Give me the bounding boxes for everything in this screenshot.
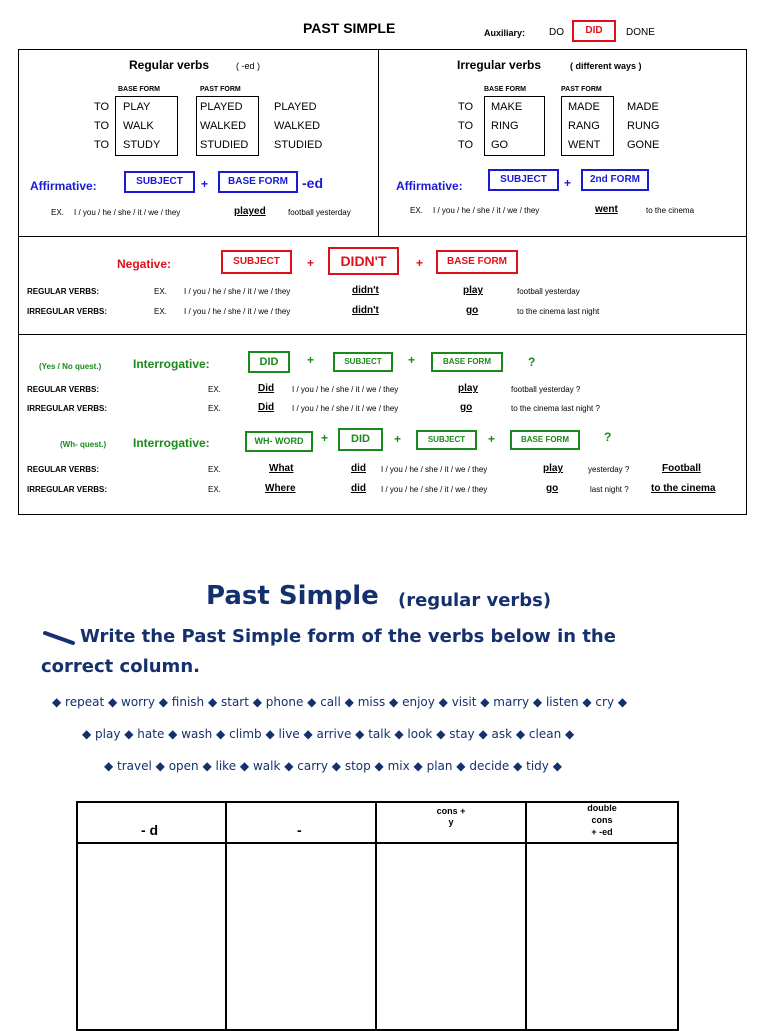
participle-verb: GONE — [627, 139, 660, 151]
example-verb: play — [543, 463, 564, 474]
regular-title: Regular verbs — [129, 58, 210, 72]
example-rest: football yesterday — [288, 208, 351, 217]
example-verb: play — [458, 383, 479, 394]
example-prefix: EX. — [154, 287, 167, 296]
base-verb: MAKE — [491, 101, 523, 113]
question-mark: ? — [528, 355, 536, 369]
to-label: TO — [458, 120, 474, 132]
past-verb: WALKED — [200, 120, 247, 132]
ed-suffix: -ed — [302, 175, 323, 191]
participle-verb: WALKED — [274, 120, 321, 132]
verbs-line-1: ◆ repeat ◆ worry ◆ finish ◆ start ◆ phone ◆ call ◆ miss ◆ enjoy ◆ visit ◆ marry ◆ listen ◆ cry ◆ — [52, 695, 628, 709]
example-prefix: EX. — [208, 385, 221, 394]
column-divider — [378, 49, 379, 236]
example-aux: did — [351, 483, 366, 494]
regular-note: ( -ed ) — [236, 61, 261, 71]
to-label: TO — [458, 139, 474, 151]
participle-verb: RUNG — [627, 120, 660, 132]
subject-box: SUBJECT — [488, 169, 559, 191]
example-pronouns: I / you / he / she / it / we / they — [292, 404, 399, 413]
base-form-box: BASE FORM — [218, 171, 298, 193]
base-verb: WALK — [123, 120, 154, 132]
second-form-box: 2nd FORM — [581, 169, 649, 191]
example-verb: played — [234, 206, 266, 217]
example-rest: to the cinema last night ? — [511, 404, 600, 413]
example-rest: last night ? — [590, 485, 629, 494]
participle-verb: STUDIED — [274, 139, 323, 151]
example-prefix: EX. — [154, 307, 167, 316]
past-verb: STUDIED — [200, 139, 249, 151]
plus-sign: + — [307, 256, 315, 270]
plus-sign: + — [321, 431, 329, 445]
past-verb: WENT — [568, 139, 601, 151]
worksheet-title-note: (regular verbs) — [398, 590, 552, 611]
example-rest: to the cinema last night — [517, 307, 600, 316]
to-label: TO — [94, 139, 110, 151]
example-aux: didn't — [352, 285, 379, 296]
example-prefix: EX. — [410, 206, 423, 215]
plus-sign: + — [416, 256, 424, 270]
base-form-box: BASE FORM — [510, 430, 580, 450]
column-header-double-cons: double cons + -ed — [587, 803, 617, 837]
base-form-header: BASE FORM — [484, 86, 526, 93]
subject-box: SUBJECT — [124, 171, 195, 193]
subject-box: SUBJECT — [333, 352, 393, 372]
affirmative-label: Affirmative: — [396, 179, 463, 193]
irregular-title: Irregular verbs — [457, 58, 542, 72]
question-mark: ? — [604, 430, 612, 444]
example-pronouns: I / you / he / she / it / we / they — [184, 307, 291, 316]
example-prefix: EX. — [208, 465, 221, 474]
example-pronouns: I / you / he / she / it / we / they — [381, 485, 488, 494]
example-rest: yesterday ? — [588, 465, 630, 474]
past-form-header: PAST FORM — [200, 86, 241, 93]
example-aux: didn't — [352, 305, 379, 316]
past-verb: MADE — [568, 101, 600, 113]
verb-type-label: REGULAR VERBS: — [27, 287, 100, 296]
example-pronouns: I / you / he / she / it / we / they — [433, 206, 540, 215]
row-divider — [18, 334, 747, 335]
example-answer: Football — [662, 463, 701, 474]
example-pronouns: I / you / he / she / it / we / they — [381, 465, 488, 474]
yes-no-note: (Yes / No quest.) — [39, 362, 102, 371]
didnt-box: DIDN'T — [328, 247, 399, 275]
example-aux: Did — [258, 383, 275, 394]
participle-verb: MADE — [627, 101, 659, 113]
base-form-box: BASE FORM — [436, 250, 518, 274]
to-label: TO — [458, 101, 474, 113]
verb-type-label: IRREGULAR VERBS: — [27, 404, 108, 413]
verb-type-label: IRREGULAR VERBS: — [27, 485, 108, 494]
example-verb: go — [466, 305, 479, 316]
verb-type-label: IRREGULAR VERBS: — [27, 307, 108, 316]
page-title: PAST SIMPLE — [303, 20, 396, 36]
example-wh-word: What — [269, 463, 294, 474]
plus-sign: + — [564, 176, 572, 190]
plus-sign: + — [307, 353, 315, 367]
affirmative-label: Affirmative: — [30, 179, 97, 193]
example-aux: did — [351, 463, 366, 474]
example-verb: go — [460, 402, 473, 413]
example-pronouns: I / you / he / she / it / we / they — [74, 208, 181, 217]
auxiliary-label: Auxiliary: — [484, 28, 526, 38]
instruction-line-2: correct column. — [41, 656, 200, 677]
base-verb: STUDY — [123, 139, 161, 151]
example-rest: football yesterday — [517, 287, 580, 296]
example-aux: Did — [258, 402, 275, 413]
example-rest: to the cinema — [646, 206, 695, 215]
example-prefix: EX. — [51, 208, 64, 217]
worksheet-title: Past Simple — [206, 581, 379, 611]
to-label: TO — [94, 120, 110, 132]
interrogative-label: Interrogative: — [133, 436, 210, 450]
example-verb: play — [463, 285, 484, 296]
plus-sign: + — [394, 432, 402, 446]
example-verb: went — [595, 204, 618, 215]
example-rest: football yesterday ? — [511, 385, 581, 394]
verb-type-label: REGULAR VERBS: — [27, 465, 100, 474]
example-pronouns: I / you / he / she / it / we / they — [292, 385, 399, 394]
aux-do: DO — [549, 27, 564, 38]
past-verb: PLAYED — [200, 101, 243, 113]
example-prefix: EX. — [208, 404, 221, 413]
did-box: DID — [338, 428, 383, 451]
example-wh-word: Where — [265, 483, 296, 494]
irregular-note: ( different ways ) — [570, 61, 642, 71]
column-line — [375, 801, 377, 1031]
wh-word-box: WH- WORD — [245, 431, 313, 452]
aux-did-box: DID — [572, 20, 616, 42]
column-header-d: - d — [141, 822, 159, 838]
column-line — [225, 801, 227, 1031]
subject-box: SUBJECT — [221, 250, 292, 274]
verb-type-label: REGULAR VERBS: — [27, 385, 100, 394]
base-form-box: BASE FORM — [431, 352, 503, 372]
did-box: DID — [248, 351, 290, 373]
column-header-dash: - — [297, 822, 302, 838]
participle-verb: PLAYED — [274, 101, 317, 113]
instruction-line-1: Write the Past Simple form of the verbs below in the — [80, 626, 616, 647]
plus-sign: + — [201, 177, 209, 191]
interrogative-label: Interrogative: — [133, 357, 210, 371]
past-form-header: PAST FORM — [561, 86, 602, 93]
wh-note: (Wh- quest.) — [60, 440, 107, 449]
to-label: TO — [94, 101, 110, 113]
base-form-header: BASE FORM — [118, 86, 160, 93]
plus-sign: + — [408, 353, 416, 367]
verbs-line-2: ◆ play ◆ hate ◆ wash ◆ climb ◆ live ◆ arrive ◆ talk ◆ look ◆ stay ◆ ask ◆ clean ◆ — [82, 727, 575, 741]
example-prefix: EX. — [208, 485, 221, 494]
column-header-cons-y: cons + y — [436, 806, 466, 827]
verbs-line-3: ◆ travel ◆ open ◆ like ◆ walk ◆ carry ◆ stop ◆ mix ◆ plan ◆ decide ◆ tidy ◆ — [104, 759, 562, 773]
base-verb: RING — [491, 120, 519, 132]
plus-sign: + — [488, 432, 496, 446]
aux-done: DONE — [626, 27, 655, 38]
base-verb: PLAY — [123, 101, 151, 113]
pencil-icon — [43, 630, 79, 646]
subject-box: SUBJECT — [416, 430, 477, 450]
negative-label: Negative: — [117, 257, 172, 271]
example-pronouns: I / you / he / she / it / we / they — [184, 287, 291, 296]
column-line — [525, 801, 527, 1031]
example-verb: go — [546, 483, 559, 494]
answer-table-header-line — [76, 842, 679, 844]
row-divider — [18, 236, 747, 237]
past-verb: RANG — [568, 120, 600, 132]
base-verb: GO — [491, 139, 509, 151]
example-answer: to the cinema — [651, 483, 716, 494]
